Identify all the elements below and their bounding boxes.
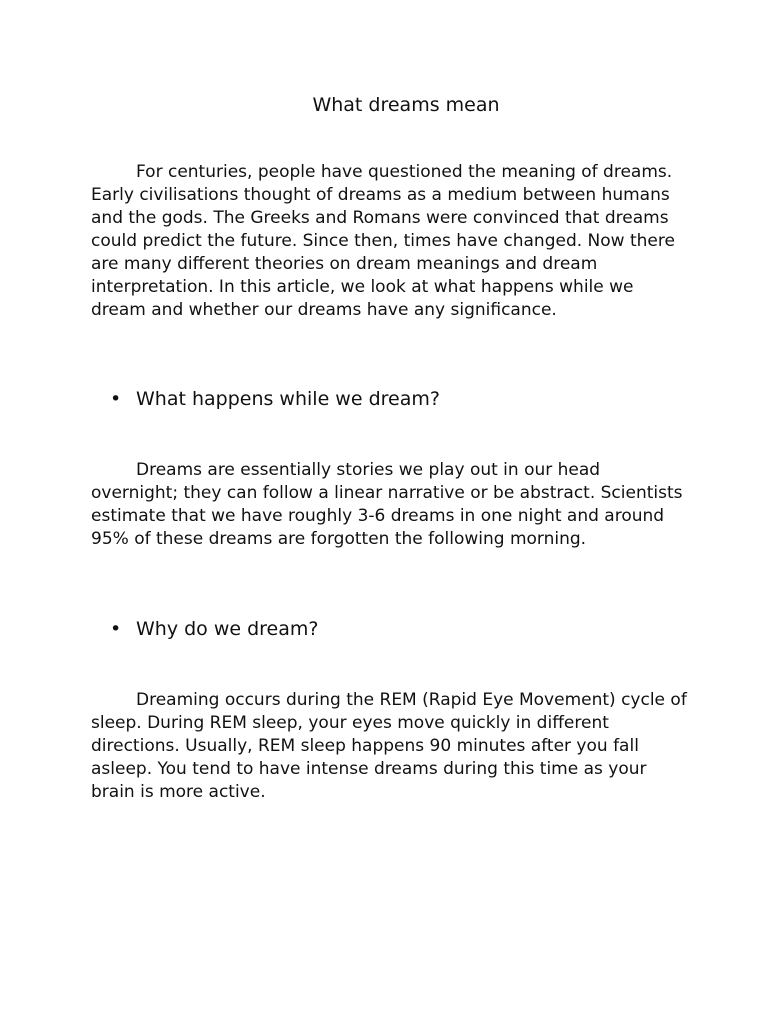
section-heading-what-happens — [110, 386, 710, 412]
intro-paragraph: For centuries, people have questioned the meaning of dreams. Early civilisations thought of dreams as a medium between humans and the gods. The Greeks and Romans were convinced that dreams could predict the future. Since then, times have changed. Now there are many different theories on dream meanings and dream interpretation. In this article, we look at what happens while we dream and whether our dreams have any significance. — [91, 162, 675, 320]
bullet-icon: • — [110, 618, 122, 640]
document-title: What dreams mean — [312, 94, 500, 116]
section-heading-text: What happens while we dream? — [136, 388, 440, 410]
section-heading-why-dream — [110, 616, 710, 642]
section-heading-text: Why do we dream? — [136, 618, 319, 640]
section-body-why-dream: Dreaming occurs during the REM (Rapid Eye Movement) cycle of sleep. During REM sleep, your eyes move quickly in different directions. Usually, REM sleep happens 90 minutes after you fall asleep. You tend to have intense dreams during this time as your brain is more active. — [91, 690, 687, 802]
section-body-what-happens: Dreams are essentially stories we play out in our head overnight; they can follow a linear narrative or be abstract. Scientists estimate that we have roughly 3-6 dreams in one night and around 95% of these dreams are forgotten the following morning. — [91, 460, 683, 549]
bullet-icon: • — [110, 388, 122, 410]
